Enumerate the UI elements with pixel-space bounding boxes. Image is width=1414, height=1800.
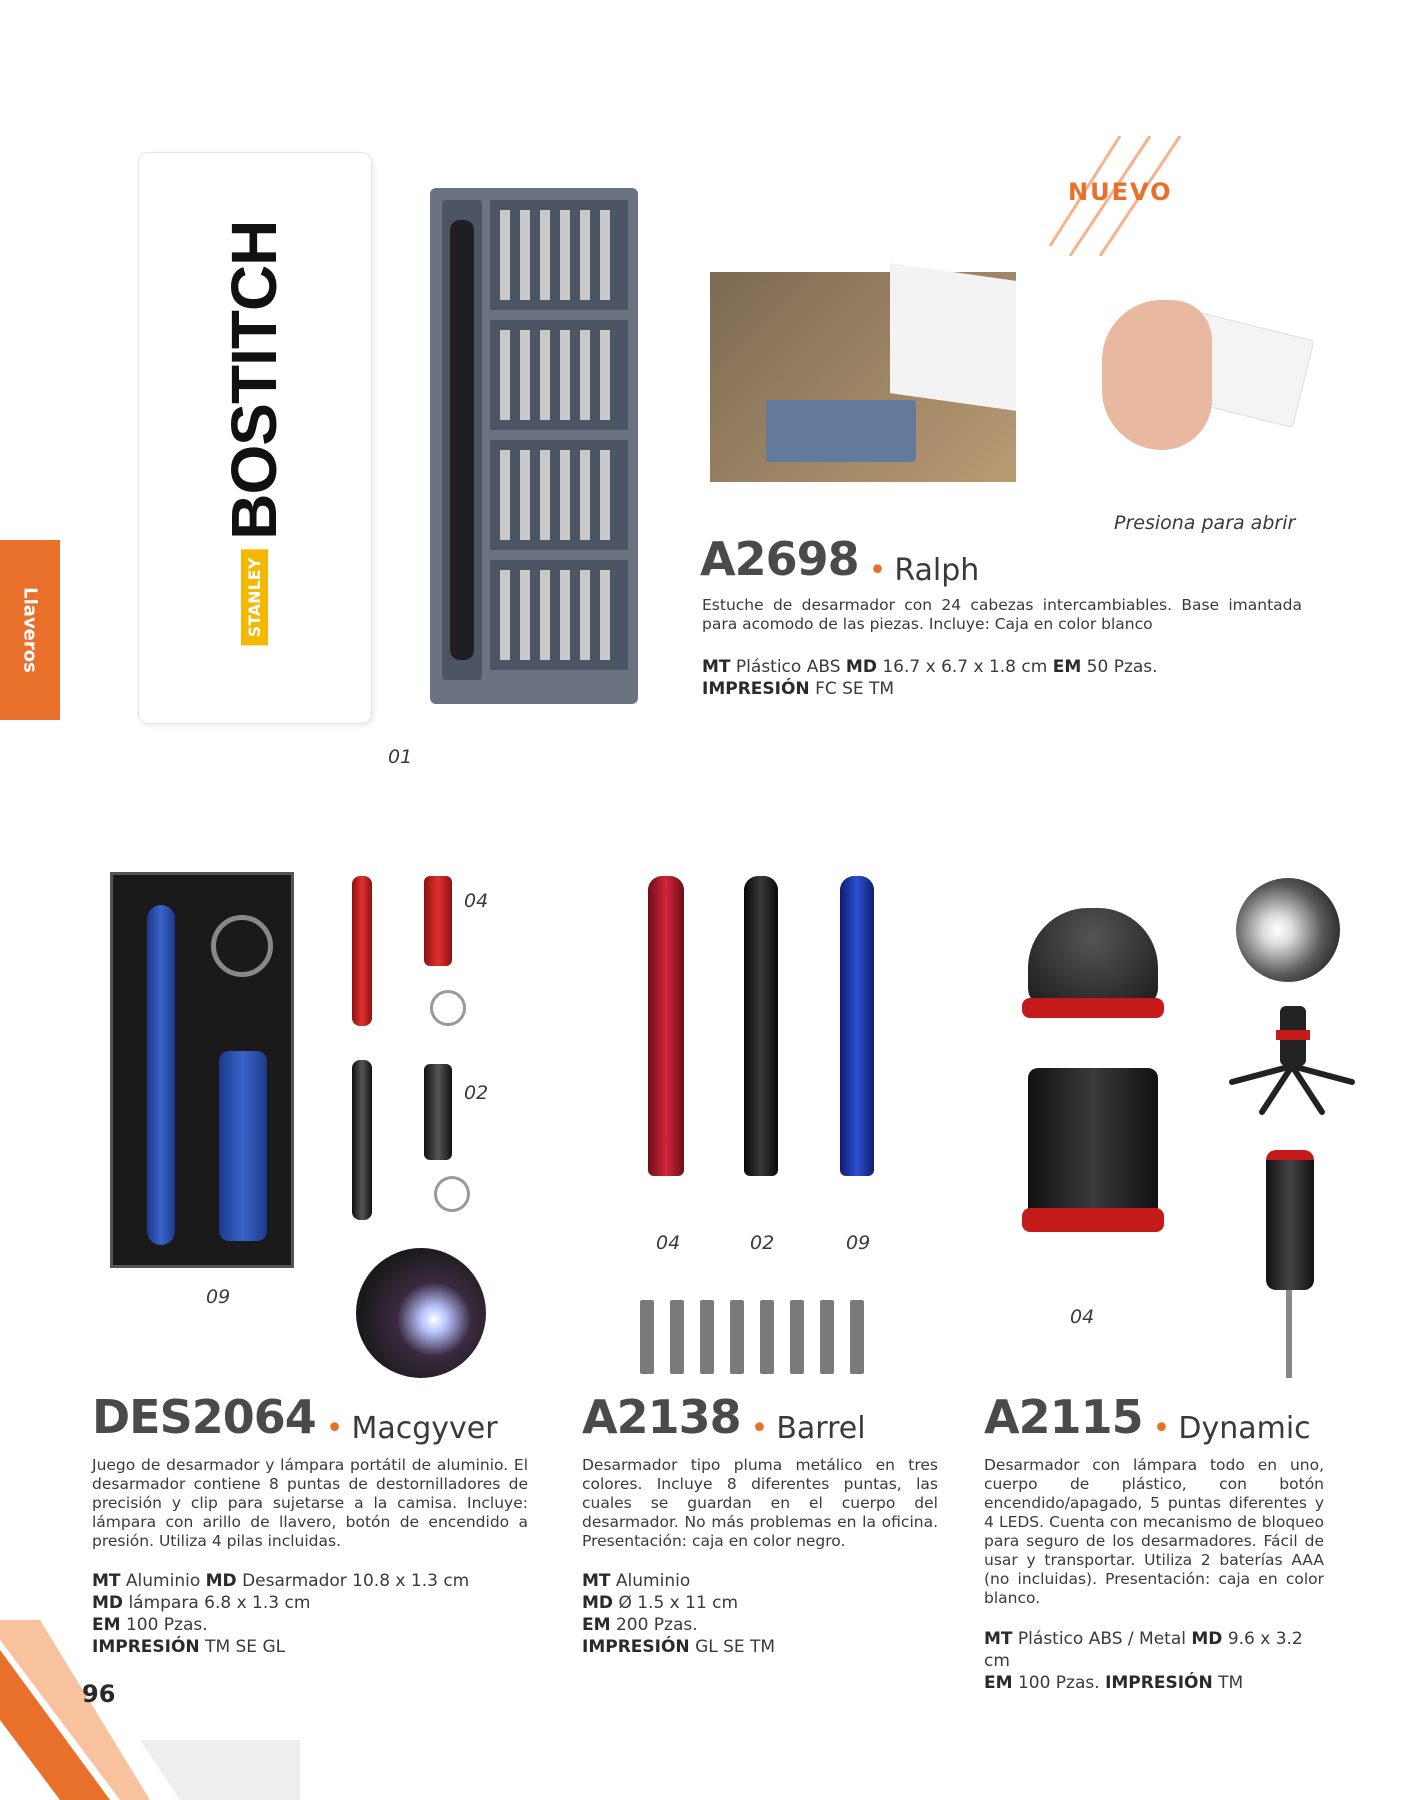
brand-name: BOSTITCH bbox=[218, 220, 290, 540]
black-screwdriver-image bbox=[352, 1060, 372, 1220]
bullet-dot: • bbox=[1152, 1411, 1171, 1446]
product-specs: MT Plástico ABS MD 16.7 x 6.7 x 1.8 cm EM 50 Pzas. IMPRESIÓN FC SE TM bbox=[702, 657, 1158, 699]
press-to-open-note: Presiona para abrir bbox=[1114, 512, 1296, 534]
red-pen-screwdriver-image bbox=[648, 876, 684, 1176]
product-name: Barrel bbox=[776, 1411, 866, 1446]
black-lamp-image bbox=[424, 1064, 452, 1160]
black-pen-screwdriver-image bbox=[744, 876, 778, 1176]
multi-screwdriver-image bbox=[1018, 908, 1168, 1248]
gift-box-image bbox=[110, 872, 294, 1268]
color-code-label: 04 bbox=[1070, 1306, 1095, 1328]
color-code-label: 02 bbox=[464, 1082, 489, 1104]
closed-tool-image bbox=[1266, 1150, 1314, 1290]
product-title bbox=[92, 1390, 498, 1446]
bullet-dot: • bbox=[750, 1411, 769, 1446]
product-code: A2698 bbox=[700, 532, 859, 586]
product-image-box bbox=[138, 152, 372, 724]
screwdriver-tips-image bbox=[638, 1292, 878, 1376]
product-description: Desarmador tipo pluma metálico en tres colores. Incluye 8 diferentes puntas, las cuales se guardan en el cuerpo del desarmador. No más problemas en la oficina. Presentación: caja en color negro. bbox=[582, 1456, 938, 1550]
product-title bbox=[984, 1390, 1311, 1446]
product-code: A2138 bbox=[582, 1390, 741, 1444]
lamp-light-photo bbox=[356, 1248, 486, 1378]
product-title bbox=[582, 1390, 866, 1446]
usage-photo bbox=[710, 272, 1016, 482]
new-badge: NUEVO bbox=[1068, 178, 1173, 206]
color-code-label: 04 bbox=[656, 1232, 681, 1254]
section-tab-label: Llaveros bbox=[19, 587, 41, 673]
bullet-dot: • bbox=[325, 1411, 344, 1446]
color-code-label: 09 bbox=[206, 1286, 231, 1308]
keyring-icon bbox=[434, 1176, 470, 1212]
product-title bbox=[700, 532, 979, 588]
section-tab[interactable] bbox=[0, 540, 60, 720]
red-screwdriver-image bbox=[352, 876, 372, 1026]
product-name: Dynamic bbox=[1178, 1411, 1311, 1446]
hand-opening-photo bbox=[1096, 290, 1312, 450]
brand-sub: STANLEY bbox=[241, 550, 268, 646]
screwdriver-tray-image bbox=[428, 186, 640, 706]
keyring-icon bbox=[430, 990, 466, 1026]
product-code: DES2064 bbox=[92, 1390, 316, 1444]
product-specs: MT Aluminio MD Ø 1.5 x 11 cm EM 200 Pzas. IMPRESIÓN GL SE TM bbox=[582, 1571, 776, 1657]
product-code: A2115 bbox=[984, 1390, 1143, 1444]
color-code-label: 02 bbox=[750, 1232, 775, 1254]
color-code-label: 09 bbox=[846, 1232, 871, 1254]
product-specs: MT Aluminio MD Desarmador 10.8 x 1.3 cm MD lámpara 6.8 x 1.3 cm EM 100 Pzas. IMPRESIÓN TM SE GL bbox=[92, 1571, 470, 1657]
blue-pen-screwdriver-image bbox=[840, 876, 874, 1176]
led-light-photo bbox=[1236, 878, 1340, 982]
tool-tip bbox=[1286, 1290, 1292, 1378]
bullet-dot: • bbox=[868, 553, 887, 588]
product-description: Juego de desarmador y lámpara portátil de aluminio. El desarmador contiene 8 puntas de destornilladores de precisión y clip para sujetarse a la camisa. Incluye: lámpara con arillo de llavero, botón de encendido a presión. Utiliza 4 pilas incluidas. bbox=[92, 1456, 528, 1550]
product-description: Desarmador con lámpara todo en uno, cuerpo de plástico, con botón encendido/apagado, 5 puntas diferentes y 4 LEDS. Cuenta con mecanismo de bloqueo para seguro de los desarmadores. Fácil de usar y transportar. Utiliza 2 baterías AAA (no incluidas). Presentación: caja en color blanco. bbox=[984, 1456, 1324, 1607]
product-specs: MT Plástico ABS / Metal MD 9.6 x 3.2 cm EM 100 Pzas. IMPRESIÓN TM bbox=[984, 1629, 1303, 1693]
color-code-label: 01 bbox=[388, 746, 413, 768]
product-name: Macgyver bbox=[351, 1411, 498, 1446]
brand-logo bbox=[179, 220, 329, 638]
product-name: Ralph bbox=[894, 553, 980, 588]
open-tool-image bbox=[1222, 1002, 1362, 1122]
red-lamp-image bbox=[424, 876, 452, 966]
product-description: Estuche de desarmador con 24 cabezas intercambiables. Base imantada para acomodo de las piezas. Incluye: Caja en color blanco bbox=[702, 596, 1302, 633]
page-number: 96 bbox=[82, 1680, 116, 1708]
color-code-label: 04 bbox=[464, 890, 489, 912]
